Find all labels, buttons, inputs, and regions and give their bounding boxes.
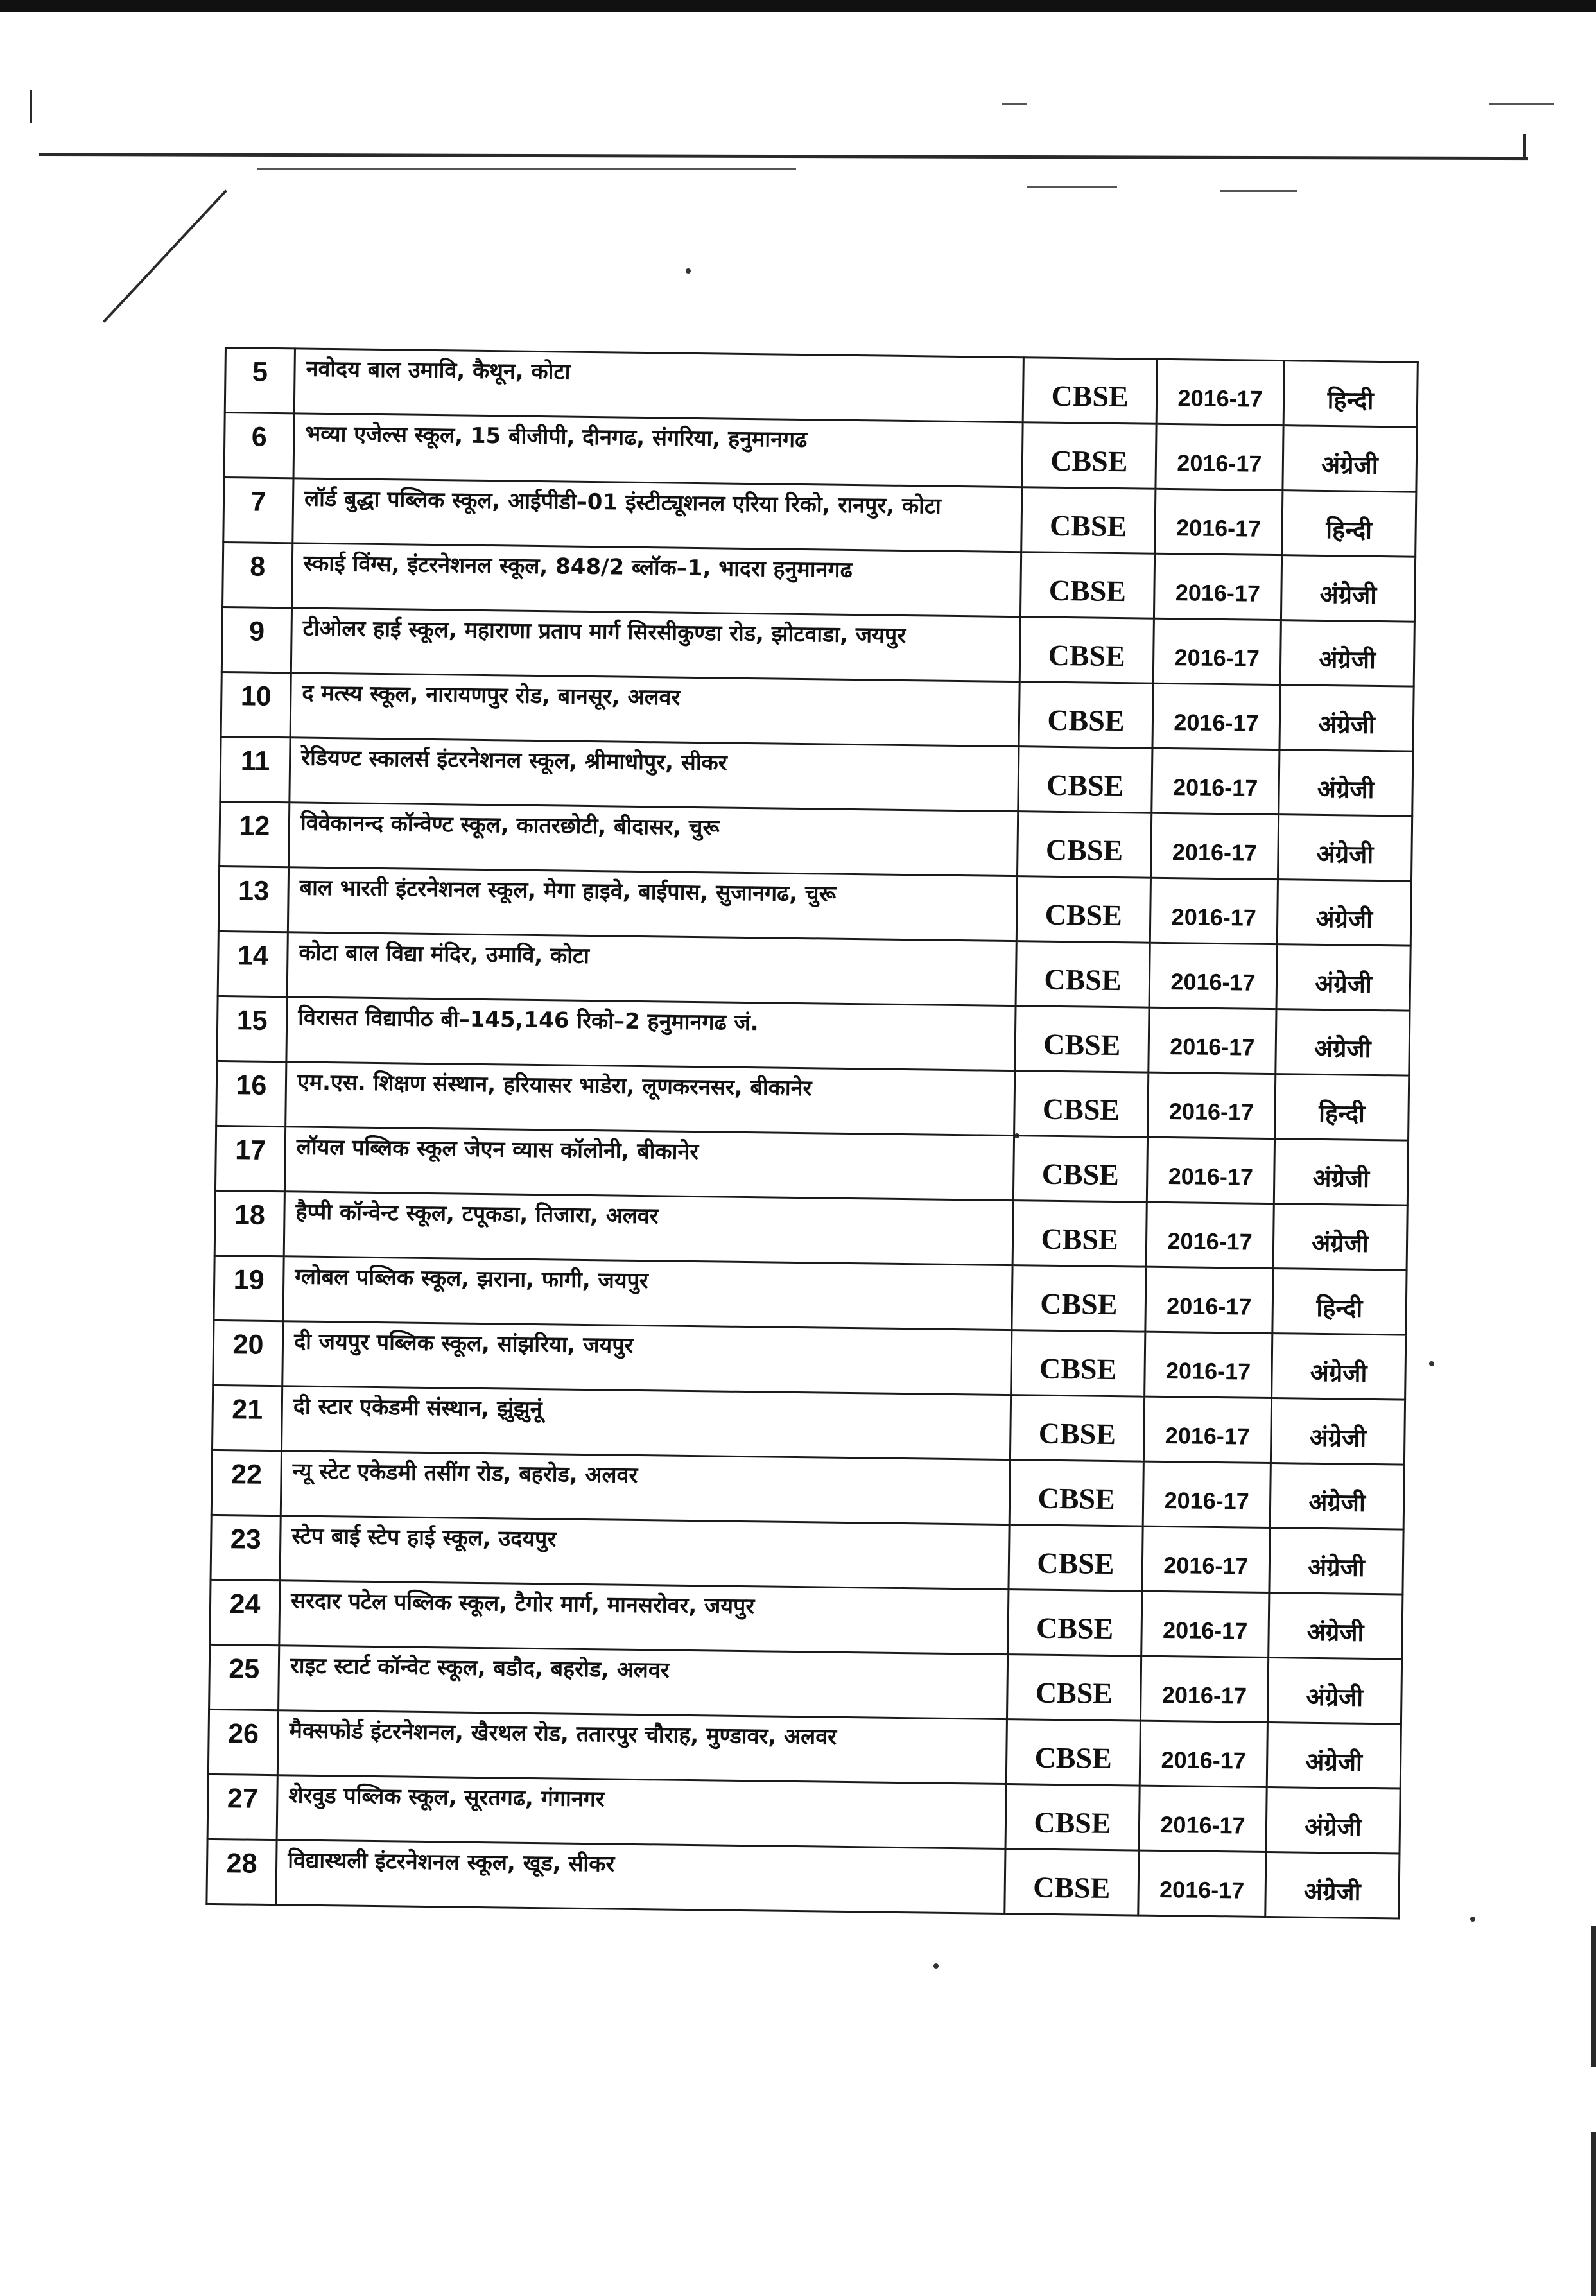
row-serial: 12	[220, 801, 290, 867]
medium: अंग्रेजी	[1279, 750, 1413, 817]
board: CBSE	[1015, 1006, 1149, 1073]
school-list-table-wrap	[205, 347, 1387, 1919]
session-year: 2016-17	[1156, 359, 1284, 425]
medium: अंग्रेजी	[1276, 1009, 1410, 1076]
medium: अंग्रेजी	[1269, 1528, 1403, 1595]
school-name: रेडियण्ट स्कालर्स इंटरनेशनल स्कूल, श्रीमाधोपुर, सीकर	[290, 738, 1019, 812]
session-year: 2016-17	[1156, 424, 1283, 490]
scan-right-bracket	[1523, 134, 1526, 159]
scan-faded-rule	[1220, 190, 1297, 192]
school-name: एम.एस. शिक्षण संस्थान, हरियासर भाडेरा, लूणकरनसर, बीकानेर	[286, 1062, 1015, 1136]
school-name: विरासत विद्यापीठ बी–145,146 रिको–2 हनुमानगढ जं.	[286, 997, 1016, 1071]
school-name: विद्यास्थली इंटरनेशनल स्कूल, खूड, सीकर	[276, 1840, 1005, 1914]
session-year: 2016-17	[1147, 1137, 1274, 1203]
school-name: विवेकानन्द कॉन्वेण्ट स्कूल, कातरछोटी, बीदासर, चुरू	[289, 803, 1018, 876]
row-serial: 6	[224, 413, 294, 478]
row-serial: 16	[216, 1061, 286, 1126]
school-rows	[207, 348, 1418, 1919]
medium: अंग्रेजी	[1276, 944, 1410, 1011]
board: CBSE	[1005, 1784, 1140, 1851]
medium: अंग्रेजी	[1274, 1139, 1408, 1206]
school-name: बाल भारती इंटरनेशनल स्कूल, मेगा हाइवे, बाईपास, सुजानगढ, चुरू	[288, 867, 1017, 941]
session-year: 2016-17	[1146, 1202, 1274, 1268]
medium: अंग्रेजी	[1279, 685, 1414, 752]
school-name: टीओलर हाई स्कूल, महाराणा प्रताप मार्ग सिरसीकुण्डा रोड, झोटवाडा, जयपुर	[291, 608, 1020, 682]
session-year: 2016-17	[1153, 618, 1281, 684]
scan-corner-stroke	[103, 189, 227, 323]
row-serial: 13	[218, 866, 288, 932]
board: CBSE	[1007, 1655, 1141, 1721]
school-name: भव्या एजेल्स स्कूल, 15 बीजीपी, दीनगढ, संगरिया, हनुमानगढ	[293, 413, 1023, 487]
row-serial: 14	[218, 931, 288, 996]
school-name: नवोदय बाल उमावि, कैथून, कोटा	[294, 349, 1023, 422]
session-year: 2016-17	[1145, 1267, 1273, 1333]
row-serial: 28	[207, 1839, 277, 1904]
board: CBSE	[1013, 1136, 1147, 1203]
medium: अंग्रेजी	[1267, 1658, 1401, 1725]
scan-faded-rule	[257, 168, 796, 170]
session-year: 2016-17	[1150, 878, 1278, 944]
medium: हिन्दी	[1283, 361, 1418, 428]
session-year: 2016-17	[1141, 1591, 1269, 1657]
row-serial: 17	[215, 1126, 285, 1191]
scan-speck	[1429, 1361, 1434, 1366]
row-serial: 19	[214, 1255, 284, 1321]
board: CBSE	[1022, 422, 1156, 489]
session-year: 2016-17	[1149, 1007, 1276, 1074]
medium: अंग्रेजी	[1271, 1398, 1405, 1465]
school-name: लॉर्ड बुद्धा पब्लिक स्कूल, आईपीडी–01 इंस्टीट्यूशनल एरिया रिको, रानपुर, कोटा	[293, 478, 1022, 552]
scan-header-rule	[39, 153, 1528, 160]
board: CBSE	[1011, 1330, 1145, 1397]
board: CBSE	[1016, 941, 1150, 1008]
school-name: हैप्पी कॉन्वेन्ट स्कूल, टपूकडा, तिजारा, अलवर	[284, 1192, 1013, 1265]
session-year: 2016-17	[1140, 1656, 1268, 1722]
board: CBSE	[1012, 1201, 1147, 1267]
row-serial: 21	[213, 1385, 282, 1450]
board: CBSE	[1018, 812, 1152, 878]
scan-speck	[1470, 1917, 1475, 1922]
session-year: 2016-17	[1143, 1396, 1271, 1463]
board: CBSE	[1023, 358, 1157, 424]
session-year: 2016-17	[1143, 1461, 1271, 1527]
scan-left-mark	[30, 90, 32, 123]
medium: अंग्रेजी	[1272, 1334, 1406, 1400]
medium: अंग्रेजी	[1273, 1204, 1407, 1271]
medium: हिन्दी	[1272, 1269, 1407, 1335]
session-year: 2016-17	[1151, 813, 1279, 879]
medium: अंग्रेजी	[1267, 1723, 1401, 1789]
school-name: न्यू स्टेट एकेडमी तसींग रोड, बहरोड, अलवर	[281, 1451, 1010, 1525]
session-year: 2016-17	[1140, 1721, 1267, 1787]
medium: अंग्रेजी	[1280, 620, 1414, 687]
session-year: 2016-17	[1155, 489, 1283, 555]
medium: अंग्रेजी	[1266, 1787, 1400, 1854]
row-serial: 5	[225, 348, 295, 413]
row-serial: 11	[220, 736, 290, 802]
board: CBSE	[1021, 487, 1156, 554]
row-serial: 15	[217, 996, 287, 1061]
scan-speck	[933, 1963, 939, 1969]
session-year: 2016-17	[1152, 748, 1279, 814]
row-serial: 18	[214, 1190, 284, 1256]
board: CBSE	[1009, 1460, 1143, 1527]
school-name: स्टेप बाई स्टेप हाई स्कूल, उदयपुर	[280, 1516, 1009, 1590]
session-year: 2016-17	[1145, 1332, 1272, 1398]
school-name: लॉयल पब्लिक स्कूल जेएन व्यास कॉलोनी, बीकानेर	[284, 1127, 1014, 1201]
row-serial: 27	[207, 1774, 277, 1839]
school-name: कोटा बाल विद्या मंदिर, उमावि, कोटा	[287, 932, 1016, 1006]
board: CBSE	[1014, 1071, 1149, 1138]
school-name: राइट स्टार्ट कॉन्वेट स्कूल, बडौद, बहरोड, अलवर	[279, 1646, 1008, 1719]
school-name: मैक्सफोर्ड इंटरनेशनल, खैरथल रोड, ततारपुर चौराह, मुण्डावर, अलवर	[277, 1710, 1007, 1784]
medium: अंग्रेजी	[1277, 880, 1411, 946]
school-name: ग्लोबल पब्लिक स्कूल, झराना, फागी, जयपुर	[283, 1257, 1012, 1330]
scan-top-edge	[0, 0, 1596, 12]
board: CBSE	[1018, 747, 1152, 813]
board: CBSE	[1016, 876, 1150, 943]
medium: अंग्रेजी	[1283, 426, 1417, 492]
school-name: शेरवुड पब्लिक स्कूल, सूरतगढ, गंगानगर	[277, 1775, 1006, 1849]
board: CBSE	[1019, 617, 1154, 684]
row-serial: 22	[211, 1450, 281, 1515]
school-name: द मत्स्य स्कूल, नारायणपुर रोड, बानसूर, अलवर	[290, 673, 1019, 747]
board: CBSE	[1006, 1719, 1140, 1786]
medium: अंग्रेजी	[1269, 1593, 1403, 1660]
scan-faded-rule	[1027, 186, 1117, 188]
medium: अंग्रेजी	[1265, 1852, 1400, 1918]
school-name: दी जयपुर पब्लिक स्कूल, सांझरिया, जयपुर	[282, 1321, 1012, 1395]
medium: हिन्दी	[1282, 491, 1416, 557]
scan-top-right-dash	[1002, 103, 1027, 105]
board: CBSE	[1008, 1590, 1142, 1657]
school-name: दी स्टार एकेडमी संस्थान, झुंझुनूं	[281, 1386, 1011, 1460]
school-name: सरदार पटेल पब्लिक स्कूल, टैगोर मार्ग, मानसरोवर, जयपुर	[279, 1581, 1009, 1655]
row-serial: 7	[223, 478, 293, 543]
scan-speck	[686, 268, 691, 274]
board: CBSE	[1020, 552, 1154, 619]
session-year: 2016-17	[1142, 1526, 1270, 1592]
board: CBSE	[1005, 1849, 1139, 1916]
row-serial: 20	[213, 1320, 283, 1386]
board: CBSE	[1009, 1525, 1143, 1592]
medium: हिन्दी	[1275, 1074, 1409, 1141]
session-year: 2016-17	[1154, 553, 1281, 620]
board: CBSE	[1012, 1265, 1146, 1332]
session-year: 2016-17	[1148, 1072, 1276, 1138]
session-year: 2016-17	[1152, 683, 1280, 749]
scan-right-edge	[1591, 1926, 1596, 2067]
scan-top-right-dash	[1489, 103, 1554, 105]
row-serial: 26	[208, 1709, 278, 1775]
medium: अंग्रेजी	[1278, 815, 1412, 882]
session-year: 2016-17	[1139, 1786, 1267, 1852]
row-serial: 23	[211, 1515, 281, 1580]
school-name: स्काई विंग्स, इंटरनेशनल स्कूल, 848/2 ब्लॉक–1, भादरा हनुमानगढ	[292, 543, 1021, 617]
row-serial: 9	[221, 607, 291, 672]
session-year: 2016-17	[1138, 1850, 1266, 1917]
board: CBSE	[1019, 682, 1153, 749]
row-serial: 24	[210, 1579, 280, 1645]
row-serial: 10	[221, 672, 291, 737]
medium: अंग्रेजी	[1281, 555, 1415, 622]
session-year: 2016-17	[1149, 943, 1277, 1009]
row-serial: 8	[223, 542, 293, 607]
row-serial: 25	[209, 1644, 279, 1710]
board: CBSE	[1010, 1395, 1144, 1462]
table-row	[207, 1839, 1400, 1918]
medium: अंग्रेजी	[1270, 1463, 1404, 1530]
school-list-table	[205, 347, 1419, 1920]
scan-right-edge	[1591, 2132, 1596, 2296]
